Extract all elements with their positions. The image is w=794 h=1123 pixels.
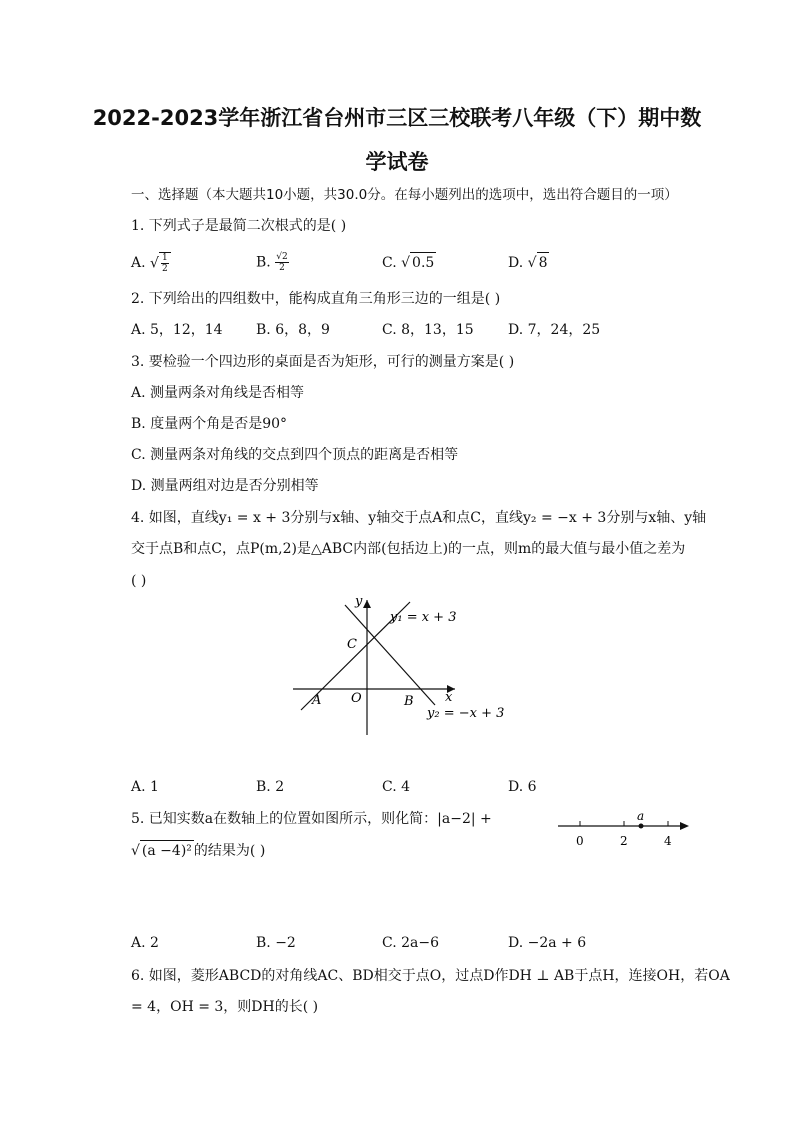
x-axis-label: x [445,690,453,705]
q5-option-a: A. 2 [131,935,159,951]
q1-option-a [131,252,171,274]
point-a-label: a [637,809,645,823]
q5-option-b: B. −2 [256,935,296,951]
q1-option-b [256,252,289,273]
point-o-label: O [351,691,362,706]
q2-option-d: D. 7，24，25 [508,322,601,338]
q2-option-a: A. 5，12，14 [131,322,223,338]
q2-option-c: C. 8，13，15 [382,322,474,338]
q1-c-radicand: 0.5 [410,252,436,273]
q1-option-c-label: C. [382,255,397,271]
q4-option-a: A. 1 [131,779,159,795]
q5-option-d: D. −2a + 6 [508,935,587,951]
q6-stem-line2: = 4，OH = 3，则DH的长( ) [131,999,319,1015]
q1-stem: 1. 下列式子是最简二次根式的是( ) [131,218,347,234]
q4-option-b: B. 2 [256,779,285,795]
y-axis-label: y [355,594,363,609]
tick-label-0: 0 [576,834,584,848]
q5-radicand: (a −4)² [140,840,194,861]
q1-a-numerator: 1 [161,253,168,263]
q5-stem-tail: 的结果为( ) [193,843,266,859]
point-c-label: C [347,637,357,652]
q5-option-c: C. 2a−6 [382,935,440,951]
number-line-arrow [680,822,689,830]
line-y1-label: y₁ = x + 3 [390,610,457,625]
exam-title-line1: 2022-2023学年浙江省台州市三区三校联考八年级（下）期中数 [92,106,702,130]
y-axis-arrow [363,600,371,608]
q3-option-a: A. 测量两条对角线是否相等 [131,385,305,401]
q1-option-b-expr [275,252,288,273]
q4-option-c: C. 4 [382,779,411,795]
q4-coordinate-figure [285,590,525,740]
q3-option-b: B. 度量两个角是否是90° [131,416,288,432]
point-a-label: A [312,693,322,708]
q1-option-d-label: D. [508,255,524,271]
q1-option-b-label: B. [256,254,271,271]
q1-d-radicand: 8 [537,252,550,273]
q4-stem-line2: 交于点B和点C，点P(m,2)是△ABC内部(包括边上)的一点，则m的最大值与最小值之差为 [131,541,686,557]
q4-stem-line3: ( ) [131,573,147,589]
exam-title-line2: 学试卷 [365,150,429,174]
q1-option-d: D. √ 8 [508,252,549,273]
q5-stem-line2: √ (a −4)² 的结果为( ) [131,840,265,861]
q1-option-a-label: A. [131,255,146,271]
q1-a-denominator: 2 [161,264,168,274]
q5-number-line [555,808,695,853]
tick-label-2: 2 [620,834,628,848]
q1-option-c: C. √ 0.5 [382,252,436,273]
q6-stem-line1: 6. 如图，菱形ABCD的对角线AC、BD相交于点O，过点D作DH ⊥ AB于点H，连接OH，若OA [131,968,730,984]
q4-stem-line1: 4. 如图，直线y₁ = x + 3分别与x轴、y轴交于点A和点C，直线y₂ = −x + 3分别与x轴、y轴 [131,510,707,526]
q2-stem: 2. 下列给出的四组数中，能构成直角三角形三边的一组是( ) [131,291,501,307]
section-heading: 一、选择题（本大题共10小题，共30.0分。在每小题列出的选项中，选出符合题目的一项） [131,187,678,203]
line-y2-label: y₂ = −x + 3 [427,706,505,721]
q3-option-c: C. 测量两条对角线的交点到四个顶点的距离是否相等 [131,447,459,463]
point-a-dot [639,824,644,829]
q1-option-a-expr: √ $\frac{1}{2}$ [150,252,171,274]
q1-b-numerator: √2 [276,252,288,262]
q4-option-d: D. 6 [508,779,537,795]
q3-option-d: D. 测量两组对边是否分别相等 [131,478,319,494]
q3-stem: 3. 要检验一个四边形的桌面是否为矩形，可行的测量方案是( ) [131,354,515,370]
tick-label-4: 4 [664,834,672,848]
q1-b-denominator: 2 [279,263,285,273]
q5-stem-line1: 5. 已知实数a在数轴上的位置如图所示，则化简：|a−2| + [131,811,492,827]
point-b-label: B [404,694,414,709]
q2-option-b: B. 6，8，9 [256,322,330,338]
